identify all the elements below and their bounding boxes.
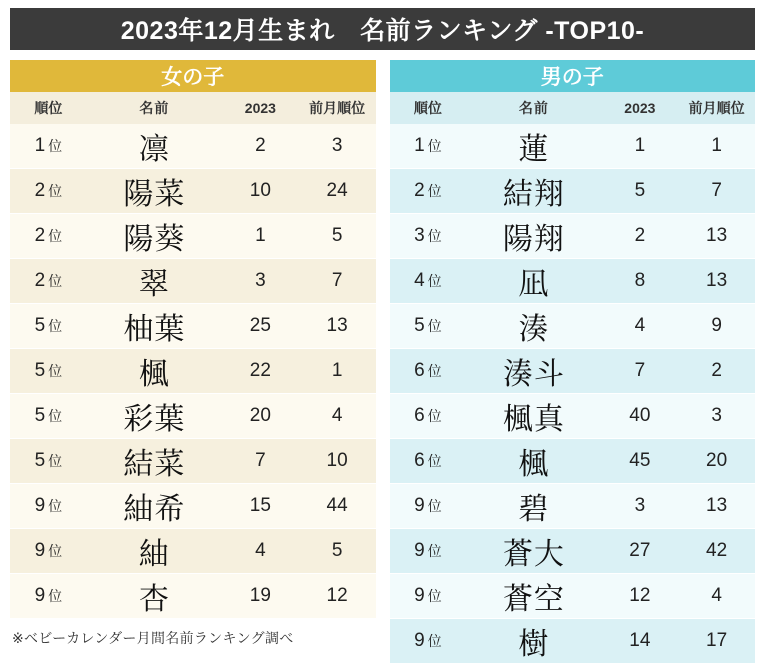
table-row: [10, 124, 376, 169]
cell-2023: 3: [222, 259, 299, 304]
header-prev-rank: 前月順位: [678, 92, 755, 124]
rank-number: 6: [414, 450, 425, 471]
rank-unit: 位: [48, 273, 63, 289]
table-row: [10, 169, 376, 214]
footnote: ※ベビーカレンダー月間名前ランキング調べ: [12, 630, 294, 646]
cell-prev: 12: [299, 574, 376, 619]
cell-name: 彩葉: [87, 394, 222, 439]
cell-prev: 44: [299, 484, 376, 529]
rank-unit: 位: [427, 228, 442, 244]
table-row: [390, 484, 756, 529]
table-row: [390, 259, 756, 304]
rank-unit: 位: [48, 138, 63, 154]
rank-number: 5: [34, 405, 46, 426]
cell-rank: [390, 214, 467, 259]
cell-prev: 42: [678, 529, 755, 574]
rank-unit: 位: [48, 408, 63, 424]
cell-rank: [390, 304, 467, 349]
cell-2023: 8: [601, 259, 678, 304]
rank-unit: 位: [48, 498, 63, 514]
table-row: [10, 394, 376, 439]
table-row: [10, 529, 376, 574]
cell-prev: 3: [299, 124, 376, 169]
cell-rank: [390, 394, 467, 439]
cell-rank: [390, 124, 467, 169]
cell-rank: [390, 169, 467, 214]
cell-rank: [390, 574, 467, 619]
cell-prev: 2: [678, 349, 755, 394]
cell-name: 樹: [466, 619, 601, 664]
rank-unit: 位: [427, 318, 442, 334]
cell-rank: [10, 349, 87, 394]
table-header-row: [390, 92, 756, 124]
cell-2023: 15: [222, 484, 299, 529]
header-rank: 順位: [10, 92, 87, 124]
rank-number: 9: [414, 540, 425, 561]
table-row: [10, 484, 376, 529]
girls-ranking-table: [10, 92, 376, 619]
cell-name: 陽葵: [87, 214, 222, 259]
cell-name: 楓: [466, 439, 601, 484]
table-row: [390, 304, 756, 349]
rank-unit: 位: [48, 543, 63, 559]
cell-name: 凛: [87, 124, 222, 169]
cell-rank: [10, 394, 87, 439]
cell-2023: 27: [601, 529, 678, 574]
cell-2023: 25: [222, 304, 299, 349]
table-row: [10, 259, 376, 304]
header-name: 名前: [466, 92, 601, 124]
cell-2023: 40: [601, 394, 678, 439]
cell-name: 碧: [466, 484, 601, 529]
cell-prev: 10: [299, 439, 376, 484]
rank-unit: 位: [427, 408, 442, 424]
cell-prev: 5: [299, 529, 376, 574]
cell-rank: [10, 169, 87, 214]
cell-rank: [10, 484, 87, 529]
page-title: [10, 8, 755, 50]
table-row: [390, 619, 756, 664]
rank-number: 2: [34, 225, 46, 246]
cell-name: 結菜: [87, 439, 222, 484]
header-name: 名前: [87, 92, 222, 124]
rank-number: 9: [34, 585, 46, 606]
table-row: [10, 574, 376, 619]
cell-name: 蒼大: [466, 529, 601, 574]
header-2023: 2023: [601, 92, 678, 124]
panel-boys-heading: 男の子: [540, 66, 604, 89]
rank-unit: 位: [48, 228, 63, 244]
cell-2023: 3: [601, 484, 678, 529]
cell-name: 楓: [87, 349, 222, 394]
panel-boys: [390, 60, 756, 664]
table-row: [390, 124, 756, 169]
rank-number: 1: [414, 135, 425, 156]
panel-girls-header: [10, 60, 376, 92]
rank-unit: 位: [427, 588, 442, 604]
cell-2023: 20: [222, 394, 299, 439]
rank-number: 9: [34, 495, 46, 516]
cell-name: 紬: [87, 529, 222, 574]
rank-number: 1: [34, 135, 46, 156]
rank-number: 2: [34, 270, 46, 291]
cell-name: 陽菜: [87, 169, 222, 214]
rank-number: 6: [414, 405, 425, 426]
table-row: [10, 439, 376, 484]
cell-2023: 22: [222, 349, 299, 394]
cell-2023: 7: [601, 349, 678, 394]
cell-rank: [390, 439, 467, 484]
rank-number: 9: [414, 585, 425, 606]
rank-unit: 位: [48, 363, 63, 379]
rank-number: 3: [414, 225, 425, 246]
cell-2023: 1: [222, 214, 299, 259]
cell-name: 陽翔: [466, 214, 601, 259]
cell-2023: 4: [601, 304, 678, 349]
rank-unit: 位: [427, 138, 442, 154]
cell-prev: 17: [678, 619, 755, 664]
cell-rank: [390, 349, 467, 394]
ranking-columns: [10, 60, 755, 664]
cell-2023: 19: [222, 574, 299, 619]
cell-rank: [390, 484, 467, 529]
cell-rank: [10, 529, 87, 574]
cell-prev: 13: [299, 304, 376, 349]
rank-unit: 位: [427, 183, 442, 199]
table-row: [390, 214, 756, 259]
rank-number: 6: [414, 360, 425, 381]
rank-unit: 位: [427, 543, 442, 559]
table-row: [10, 304, 376, 349]
cell-rank: [10, 304, 87, 349]
table-row: [10, 214, 376, 259]
cell-2023: 2: [222, 124, 299, 169]
cell-2023: 5: [601, 169, 678, 214]
panel-girls-heading: 女の子: [161, 66, 225, 89]
cell-2023: 4: [222, 529, 299, 574]
cell-prev: 9: [678, 304, 755, 349]
cell-2023: 7: [222, 439, 299, 484]
panel-boys-header: [390, 60, 756, 92]
cell-name: 蓮: [466, 124, 601, 169]
cell-prev: 13: [678, 214, 755, 259]
cell-prev: 3: [678, 394, 755, 439]
cell-prev: 7: [299, 259, 376, 304]
cell-name: 柚葉: [87, 304, 222, 349]
cell-2023: 2: [601, 214, 678, 259]
rank-unit: 位: [427, 453, 442, 469]
cell-rank: [10, 214, 87, 259]
cell-2023: 12: [601, 574, 678, 619]
cell-prev: 1: [299, 349, 376, 394]
rank-number: 4: [414, 270, 425, 291]
cell-prev: 24: [299, 169, 376, 214]
cell-rank: [10, 574, 87, 619]
cell-rank: [390, 619, 467, 664]
rank-unit: 位: [48, 318, 63, 334]
rank-number: 9: [34, 540, 46, 561]
rank-unit: 位: [48, 453, 63, 469]
rank-unit: 位: [427, 363, 442, 379]
cell-prev: 13: [678, 484, 755, 529]
rank-number: 5: [34, 315, 46, 336]
table-row: [390, 349, 756, 394]
header-prev-rank: 前月順位: [299, 92, 376, 124]
cell-name: 翠: [87, 259, 222, 304]
cell-prev: 4: [299, 394, 376, 439]
table-row: [390, 394, 756, 439]
rank-unit: 位: [427, 498, 442, 514]
table-row: [390, 529, 756, 574]
rank-number: 2: [34, 180, 46, 201]
rank-number: 2: [414, 180, 425, 201]
cell-2023: 14: [601, 619, 678, 664]
rank-unit: 位: [48, 183, 63, 199]
rank-number: 9: [414, 630, 425, 651]
cell-name: 結翔: [466, 169, 601, 214]
cell-2023: 10: [222, 169, 299, 214]
cell-name: 凪: [466, 259, 601, 304]
table-row: [390, 574, 756, 619]
cell-prev: 5: [299, 214, 376, 259]
cell-prev: 7: [678, 169, 755, 214]
page-title-text: 2023年12月生まれ 名前ランキング -TOP10-: [120, 17, 645, 45]
rank-unit: 位: [48, 588, 63, 604]
rank-number: 5: [34, 360, 46, 381]
cell-2023: 1: [601, 124, 678, 169]
cell-rank: [390, 259, 467, 304]
cell-rank: [10, 439, 87, 484]
panel-girls: [10, 60, 376, 648]
rank-number: 9: [414, 495, 425, 516]
header-rank: 順位: [390, 92, 467, 124]
cell-name: 湊: [466, 304, 601, 349]
header-2023: 2023: [222, 92, 299, 124]
cell-prev: 4: [678, 574, 755, 619]
cell-2023: 45: [601, 439, 678, 484]
cell-name: 杏: [87, 574, 222, 619]
cell-prev: 13: [678, 259, 755, 304]
table-row: [390, 439, 756, 484]
table-header-row: [10, 92, 376, 124]
cell-name: 楓真: [466, 394, 601, 439]
cell-rank: [10, 124, 87, 169]
cell-prev: 1: [678, 124, 755, 169]
rank-number: 5: [414, 315, 425, 336]
cell-name: 湊斗: [466, 349, 601, 394]
cell-name: 蒼空: [466, 574, 601, 619]
rank-unit: 位: [427, 633, 442, 649]
table-row: [10, 349, 376, 394]
rank-unit: 位: [427, 273, 442, 289]
cell-rank: [390, 529, 467, 574]
cell-name: 紬希: [87, 484, 222, 529]
boys-ranking-table: [390, 92, 756, 664]
table-row: [390, 169, 756, 214]
cell-rank: [10, 259, 87, 304]
cell-prev: 20: [678, 439, 755, 484]
rank-number: 5: [34, 450, 46, 471]
